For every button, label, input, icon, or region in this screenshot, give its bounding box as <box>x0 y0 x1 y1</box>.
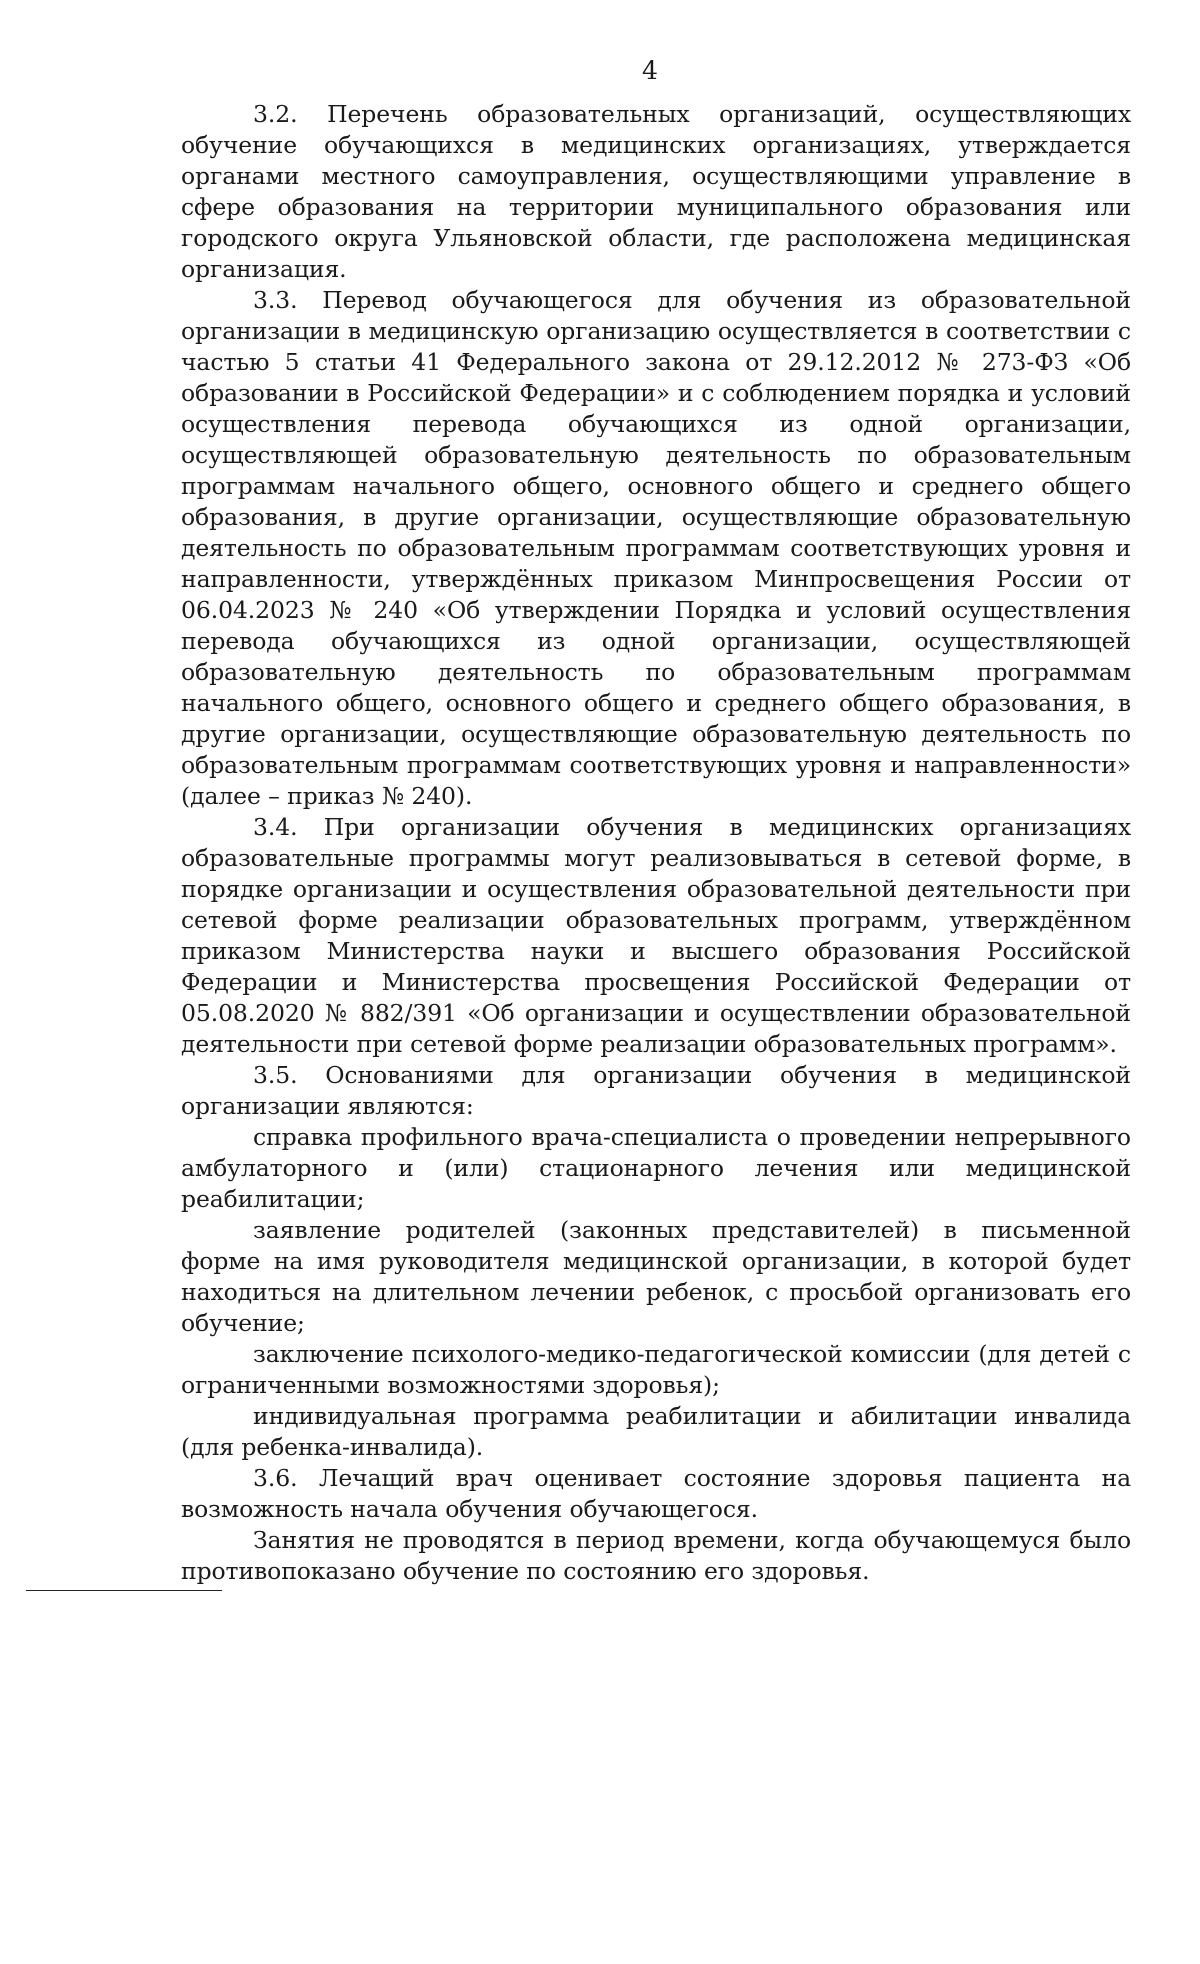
page-number: 4 <box>642 56 658 85</box>
footnote-separator-line <box>26 1590 222 1591</box>
paragraph-3-3: 3.3. Перевод обучающегося для обучения из образовательной организации в медицинскую организацию осуществляется в соответствии с частью 5 статьи 41 Федерального закона от 29.12.2012 № 273-ФЗ «Об образовании в Российской Федерации» и с соблюдением порядка и условий осуществления перевода обучающихся из одной организации, осуществляющей образовательную деятельность по образовательным программам начального общего, основного общего и среднего общего образования, в другие организации, осуществляющие образовательную деятельность по образовательным программам соответствующих уровня и направленности, утверждённых приказом Минпросвещения России от 06.04.2023 № 240 «Об утверждении Порядка и условий осуществления перевода обучающихся из одной организации, осуществляющей образовательную деятельность по образовательным программам начального общего, основного общего и среднего общего образования, в другие организации, осуществляющие образовательную деятельность по образовательным программам соответствующих уровня и направленности» (далее – приказ № 240). <box>181 286 1131 810</box>
document-body <box>181 99 1131 1587</box>
paragraph-3-4: 3.4. При организации обучения в медицинских организациях образовательные программы могут реализовываться в сетевой форме, в порядке организации и осуществления образовательной деятельности при сетевой форме реализации образовательных программ, утверждённом приказом Министерства науки и высшего образования Российской Федерации и Министерства просвещения Российской Федерации от 05.08.2020 № 882/391 «Об организации и осуществлении образовательной деятельности при сетевой форме реализации образовательных программ». <box>181 813 1131 1058</box>
basis-item-medical-certificate: справка профильного врача-специалиста о проведении непрерывного амбулаторного и (или) стационарного лечения или медицинской реабилитации; <box>181 1123 1131 1213</box>
basis-item-rehabilitation-program: индивидуальная программа реабилитации и абилитации инвалида (для ребенка-инвалида). <box>181 1402 1131 1461</box>
basis-item-pmpk-conclusion: заключение психолого-медико-педагогической комиссии (для детей с ограниченными возможностями здоровья); <box>181 1340 1131 1399</box>
paragraph-classes-not-held: Занятия не проводятся в период времени, когда обучающемуся было противопоказано обучение по состоянию его здоровья. <box>181 1526 1131 1585</box>
paragraph-3-6: 3.6. Лечащий врач оценивает состояние здоровья пациента на возможность начала обучения обучающегося. <box>181 1464 1131 1523</box>
paragraph-3-2: 3.2. Перечень образовательных организаций, осуществляющих обучение обучающихся в медицинских организациях, утверждается органами местного самоуправления, осуществляющими управление в сфере образования на территории муниципального образования или городского округа Ульяновской области, где расположена медицинская организация. <box>181 100 1131 283</box>
paragraph-3-5: 3.5. Основаниями для организации обучения в медицинской организации являются: <box>181 1061 1131 1120</box>
basis-item-parent-application: заявление родителей (законных представителей) в письменной форме на имя руководителя медицинской организации, в которой будет находиться на длительном лечении ребенок, с просьбой организовать его обучение; <box>181 1216 1131 1337</box>
